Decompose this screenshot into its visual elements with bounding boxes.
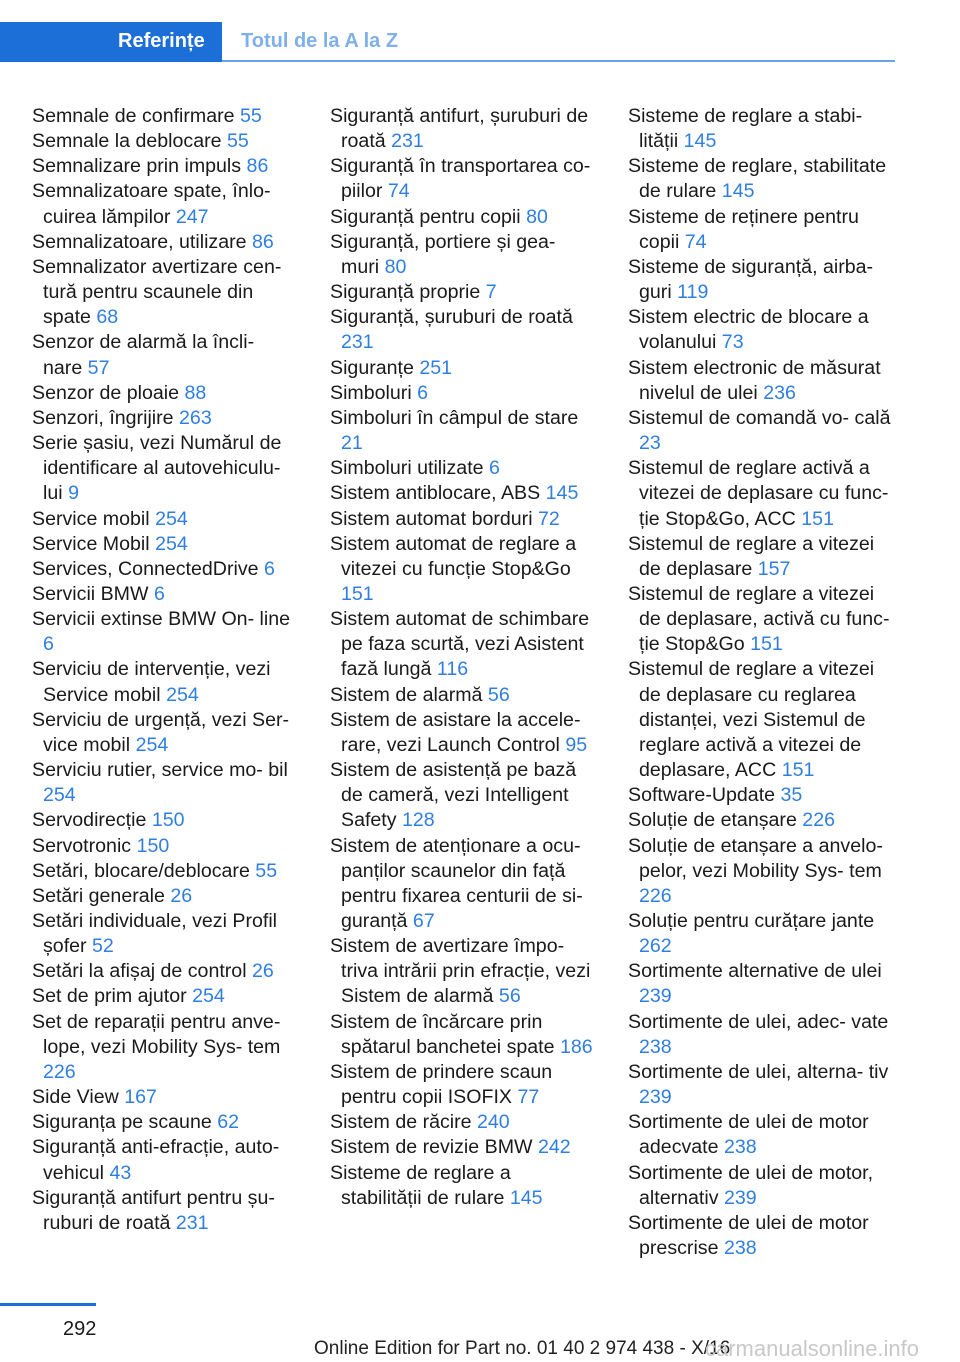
index-entry-page-link[interactable]: 151	[750, 633, 783, 656]
index-entry-page-link[interactable]: 88	[184, 381, 207, 404]
index-entry-page-link[interactable]: 95	[565, 733, 588, 756]
index-entry-term: Siguranță în transportarea co‐ piilor	[330, 155, 591, 203]
index-entry-page-link[interactable]: 238	[723, 1237, 757, 1260]
tab-a-to-z-label: Totul de la A la Z	[241, 30, 399, 52]
index-entry-term: Servicii extinse BMW On‐ line	[32, 608, 291, 631]
index-entry-term: Set de reparații pentru anve‐ lope, vezi Mobility Sys‐ tem	[32, 1010, 281, 1058]
index-entry-term: Sortimente de ulei, adec‐ vate	[628, 1010, 889, 1033]
index-entry	[32, 154, 298, 179]
index-entry	[628, 808, 894, 833]
index-entry-term: Sistem de alarmă	[330, 683, 483, 706]
index-entry-page-link[interactable]: 231	[391, 130, 424, 153]
index-entry-page-link[interactable]: 119	[677, 281, 709, 304]
index-entry	[32, 909, 298, 959]
index-entry-page-link[interactable]: 239	[639, 985, 672, 1008]
index-entry	[628, 1060, 894, 1110]
tab-references-label: Referințe	[118, 30, 205, 52]
index-entry-page-link[interactable]: 35	[780, 784, 803, 807]
index-entry	[330, 406, 596, 456]
index-entry-term: Setări individuale, vezi Profil șofer	[32, 910, 278, 958]
index-entry-page-link[interactable]: 55	[240, 105, 262, 127]
index-entry-term: Serviciu de intervenție, vezi Service mobil	[32, 658, 271, 706]
index-entry-page-link[interactable]: 254	[155, 507, 188, 530]
index-entry	[330, 481, 596, 506]
index-entry-page-link[interactable]: 150	[151, 809, 185, 832]
footer-edition: Online Edition for Part no. 01 40 2 974 438 - X/16	[314, 1338, 731, 1359]
index-entry-page-link[interactable]: 21	[341, 432, 363, 455]
index-entry-term: Sistem de asistare la accele‐ rare, vezi Launch Control	[330, 708, 581, 756]
index-entry-page-link[interactable]: 74	[684, 230, 707, 253]
index-entry-term: Siguranțe	[330, 356, 414, 379]
index-entry-term: Semnalizatoare spate, înlo‐ cuirea lămpilor	[32, 180, 271, 228]
index-entry-term: Setări la afișaj de control	[32, 960, 247, 983]
index-entry-page-link[interactable]: 150	[136, 834, 170, 857]
index-entry	[330, 532, 596, 607]
index-entry-page-link[interactable]: 56	[487, 683, 510, 706]
index-entry-page-link[interactable]: 116	[436, 658, 469, 681]
index-entry-term: Sistem de revizie BMW	[330, 1136, 533, 1159]
index-entry	[330, 1135, 596, 1160]
index-entry	[628, 406, 894, 456]
index-entry-term: Sistem de răcire	[330, 1111, 472, 1134]
index-entry	[330, 154, 596, 204]
page-number-rule	[0, 1303, 96, 1306]
header-tabs	[0, 22, 895, 62]
index-entry-page-link[interactable]: 86	[252, 230, 274, 253]
index-entry	[32, 557, 298, 582]
index-entry	[330, 1060, 596, 1110]
index-entry-term: Sisteme de reținere pentru copii	[628, 205, 859, 253]
index-entry-term: Sortimente alternative de ulei	[628, 960, 882, 983]
index-entry	[330, 205, 596, 230]
index-entry-term: Service Mobil	[32, 532, 150, 555]
index-entry	[32, 808, 298, 833]
index-entry	[330, 607, 596, 682]
index-entry-term: Service mobil	[32, 507, 150, 530]
index-entry	[32, 959, 298, 984]
index-entry	[32, 758, 298, 808]
index-entry	[628, 255, 894, 305]
index-entry	[330, 280, 596, 305]
index-entry-term: Sistemul de reglare a vitezei de deplasare, activă cu func‐ ție Stop&Go	[628, 582, 890, 656]
index-entry	[628, 305, 894, 355]
index-entry-term: Sortimente de ulei de motor adecvate	[628, 1111, 869, 1159]
index-entry-page-link[interactable]: 56	[498, 985, 521, 1008]
index-entry	[330, 934, 596, 1009]
index-entry-page-link[interactable]: 226	[802, 809, 835, 832]
index-entry-page-link[interactable]: 254	[192, 985, 225, 1008]
index-entry-page-link[interactable]: 240	[477, 1111, 510, 1134]
index-entry-term: Senzor de ploaie	[32, 381, 180, 404]
index-entry	[32, 532, 298, 557]
index-entry-page-link[interactable]: 43	[109, 1161, 132, 1184]
index-entry-term: Simboluri utilizate	[330, 457, 484, 480]
index-entry-page-link[interactable]: 145	[509, 1186, 543, 1209]
index-entry	[628, 1010, 894, 1060]
index-entry	[32, 884, 298, 909]
index-entry-term: Servotronic	[32, 834, 132, 857]
index-entry-page-link[interactable]: 226	[43, 1060, 76, 1083]
index-entry	[32, 1010, 298, 1085]
index-entry	[628, 1110, 894, 1160]
index-entry-page-link[interactable]: 74	[387, 180, 410, 203]
index-entry-page-link[interactable]: 6	[489, 457, 500, 480]
index-entry	[628, 959, 894, 1009]
index-entry-page-link[interactable]: 68	[96, 306, 119, 329]
index-column-2	[330, 104, 596, 1211]
index-entry-term: Sistem de avertizare împo‐ triva intrării prin efracție, vezi Sistem de alarmă	[330, 935, 591, 1008]
index-entry-term: Sisteme de reglare a stabi‐ lității	[628, 105, 863, 153]
index-entry-term: Sistem de asistență pe bază de cameră, vezi Intelligent Safety	[330, 759, 577, 832]
index-entry-term: Sistem de atenționare a ocu‐ panților scaunelor din față pentru fixarea centurii de si‐ guranță	[330, 834, 583, 932]
index-entry	[32, 507, 298, 532]
index-entry-page-link[interactable]: 77	[517, 1086, 540, 1109]
index-entry-term: Semnale la deblocare	[32, 130, 222, 153]
index-entry-term: Side View	[32, 1086, 119, 1109]
index-entry-term: Sistem automat de schimbare pe faza scurtă, vezi Asistent fază lungă	[330, 608, 590, 681]
index-entry-page-link[interactable]: 6	[43, 633, 54, 656]
index-entry	[330, 456, 596, 481]
index-entry	[628, 657, 894, 783]
index-entry-page-link[interactable]: 254	[166, 683, 199, 706]
index-entry-term: Soluție pentru curățare jante	[628, 910, 875, 932]
index-entry-term: Sistem electric de blocare a volanului	[628, 306, 869, 354]
index-entry	[32, 1186, 298, 1236]
index-entry-term: Simboluri	[330, 381, 412, 404]
index-entry	[32, 406, 298, 431]
index-entry	[628, 1161, 894, 1211]
index-entry-page-link[interactable]: 151	[801, 507, 834, 530]
index-entry-term: Siguranță antifurt pentru șu‐ ruburi de roată	[32, 1186, 275, 1234]
index-entry-term: Sisteme de reglare a stabilității de rulare	[330, 1161, 511, 1209]
index-entry-page-link[interactable]: 86	[246, 155, 269, 178]
index-entry	[32, 104, 298, 129]
index-entry	[330, 758, 596, 833]
index-entry	[330, 683, 596, 708]
index-entry	[330, 1161, 596, 1211]
index-entry	[330, 104, 596, 154]
index-entry-page-link[interactable]: 251	[419, 356, 453, 379]
index-entry	[628, 909, 894, 959]
index-entry	[32, 330, 298, 380]
index-entry-term: Setări, blocare/deblocare	[32, 859, 250, 882]
index-entry-term: Sistemul de reglare a vitezei de deplasare	[628, 532, 875, 580]
index-entry-term: Siguranță pentru copii	[330, 205, 521, 228]
index-entry-page-link[interactable]: 55	[255, 859, 278, 882]
index-entry	[330, 381, 596, 406]
index-entry-term: Simboluri în câmpul de stare	[330, 406, 579, 429]
index-entry-page-link[interactable]: 7	[485, 281, 497, 304]
index-entry-term: Siguranță, portiere și gea‐ muri	[330, 230, 556, 278]
index-entry-term: Siguranță proprie	[330, 281, 481, 304]
index-entry-page-link[interactable]: 231	[341, 331, 374, 354]
index-entry	[32, 1135, 298, 1185]
index-entry-page-link[interactable]: 231	[175, 1211, 209, 1234]
index-entry-term: Sistemul de comandă vo‐ cală	[628, 406, 891, 429]
index-entry	[628, 582, 894, 657]
watermark: carmanualsonline.info	[705, 1336, 920, 1361]
index-column-3	[628, 104, 894, 1261]
index-entry-term: Servodirecție	[32, 809, 147, 832]
index-entry-page-link[interactable]: 128	[402, 809, 435, 832]
index-entry-page-link[interactable]: 238	[723, 1136, 757, 1159]
index-entry-page-link[interactable]: 254	[155, 532, 188, 555]
index-entry-page-link[interactable]: 80	[384, 255, 407, 278]
index-entry-term: Sistemul de reglare activă a vitezei de deplasare cu func‐ ție Stop&Go, ACC	[628, 457, 889, 530]
index-entry-page-link[interactable]: 55	[226, 130, 249, 153]
index-entry	[32, 582, 298, 607]
index-entry-term: Sistem antiblocare, ABS	[330, 482, 541, 505]
tab-references[interactable]	[0, 22, 222, 62]
index-entry	[628, 356, 894, 406]
index-entry	[330, 1110, 596, 1135]
index-entry-term: Siguranță, șuruburi de roată	[330, 306, 573, 329]
index-entry-page-link[interactable]: 72	[538, 507, 560, 530]
index-entry-page-link[interactable]: 186	[559, 1035, 593, 1058]
index-entry-term: Serviciu de urgență, vezi Ser‐ vice mobil	[32, 708, 290, 756]
index-entry-term: Sisteme de reglare, stabilitate de rulare	[628, 155, 887, 203]
index-entry-page-link[interactable]: 145	[683, 130, 717, 153]
index-entry	[32, 859, 298, 884]
index-entry-page-link[interactable]: 73	[721, 331, 744, 354]
index-entry	[330, 305, 596, 355]
index-entry-term: Semnalizare prin impuls	[32, 155, 242, 178]
index-entry-term: Siguranță anti-efracție, auto‐ vehicul	[32, 1136, 280, 1184]
index-entry-page-link[interactable]: 67	[412, 910, 435, 932]
index-entry-term: Siguranță antifurt, șuruburi de roată	[330, 105, 589, 153]
index-entry	[628, 456, 894, 531]
index-entry-page-link[interactable]: 26	[170, 884, 193, 907]
index-entry	[32, 381, 298, 406]
index-entry-term: Software-Update	[628, 784, 776, 807]
index-entry	[628, 154, 894, 204]
index-entry-page-link[interactable]: 57	[87, 356, 110, 379]
index-entry-term: Senzori, îngrijire	[32, 406, 174, 429]
index-entry	[32, 1085, 298, 1110]
index-entry	[330, 356, 596, 381]
index-entry	[330, 708, 596, 758]
index-entry	[32, 834, 298, 859]
index-entry	[330, 230, 596, 280]
index-entry	[628, 783, 894, 808]
index-entry-term: Servicii BMW	[32, 582, 149, 605]
index-entry-page-link[interactable]: 62	[217, 1111, 239, 1134]
index-entry	[628, 1211, 894, 1261]
index-entry-term: Sortimente de ulei de motor, alternativ	[628, 1161, 874, 1209]
index-entry-term: Set de prim ajutor	[32, 985, 187, 1008]
index-entry-page-link[interactable]: 145	[545, 482, 579, 505]
index-entry-term: Setări generale	[32, 884, 165, 907]
index-entry-page-link[interactable]: 262	[639, 935, 672, 958]
index-entry	[32, 984, 298, 1009]
index-entry-page-link[interactable]: 80	[526, 205, 548, 228]
index-entry-term: Semnalizatoare, utilizare	[32, 230, 247, 253]
index-entry-page-link[interactable]: 254	[43, 784, 76, 807]
page-number: 292	[63, 1318, 97, 1340]
index-entry	[330, 1010, 596, 1060]
index-entry-page-link[interactable]: 52	[92, 935, 114, 958]
index-entry	[32, 129, 298, 154]
index-entry-term: Soluție de etanșare a anvelo‐ pelor, vezi Mobility Sys‐ tem	[628, 834, 883, 882]
index-entry-page-link[interactable]: 145	[721, 180, 755, 203]
index-entry-term: Sistem automat de reglare a vitezei cu funcție Stop&Go	[330, 532, 577, 580]
index-entry-term: Sisteme de siguranță, airba‐ guri	[628, 255, 874, 304]
index-column-1	[32, 104, 298, 1236]
index-entry-term: Senzor de alarmă la încli‐ nare	[32, 331, 255, 379]
index-entry-term: Serie șasiu, vezi Numărul de identificare al autovehiculu‐ lui	[32, 432, 282, 505]
index-entry	[32, 657, 298, 707]
index-entry-page-link[interactable]: 6	[153, 582, 165, 605]
index-entry	[628, 834, 894, 909]
index-entry-page-link[interactable]: 242	[537, 1136, 571, 1159]
index-entry-term: Sistem de prindere scaun pentru copii ISOFIX	[330, 1060, 553, 1109]
header-divider	[222, 60, 895, 62]
index-entry	[628, 104, 894, 154]
index-entry	[32, 708, 298, 758]
index-entry-page-link[interactable]: 239	[723, 1186, 757, 1209]
index-entry-page-link[interactable]: 26	[252, 960, 274, 983]
index-entry-page-link[interactable]: 239	[639, 1086, 672, 1109]
index-entry-page-link[interactable]: 247	[175, 205, 209, 228]
index-entry	[628, 532, 894, 582]
index-entry-page-link[interactable]: 238	[639, 1035, 672, 1058]
index-entry-page-link[interactable]: 151	[781, 759, 815, 782]
index-entry-page-link[interactable]: 9	[68, 482, 79, 505]
index-entry-page-link[interactable]: 236	[763, 381, 796, 404]
index-entry	[32, 431, 298, 506]
index-entry-term: Sistem automat borduri	[330, 507, 533, 530]
index-entry	[628, 205, 894, 255]
index-entry-page-link[interactable]: 151	[341, 582, 374, 605]
index-entry-term: Serviciu rutier, service mo‐ bil	[32, 759, 288, 782]
index-entry-term: Siguranța pe scaune	[32, 1111, 212, 1134]
index-entry-term: Sistemul de reglare a vitezei de deplasare cu reglarea distanței, vezi Sistemul de reglare activă a vitezei de deplasare, ACC	[628, 658, 875, 782]
index-entry-page-link[interactable]: 263	[179, 406, 212, 429]
index-entry-term: Services, ConnectedDrive	[32, 557, 259, 580]
index-entry	[330, 507, 596, 532]
index-entry	[32, 255, 298, 330]
index-entry-page-link[interactable]: 6	[263, 557, 275, 580]
index-entry-page-link[interactable]: 226	[639, 884, 672, 907]
index-entry-page-link[interactable]: 6	[417, 381, 429, 404]
index-entry-term: Sortimente de ulei, alterna‐ tiv	[628, 1060, 889, 1083]
index-entry-page-link[interactable]: 157	[757, 557, 791, 580]
index-entry	[32, 607, 298, 657]
index-entry-page-link[interactable]: 254	[135, 733, 169, 756]
index-entry-page-link[interactable]: 23	[639, 432, 661, 455]
index-entry	[32, 1110, 298, 1135]
index-entry-term: Sortimente de ulei de motor prescrise	[628, 1211, 869, 1260]
index-entry	[32, 230, 298, 255]
index-entry	[330, 834, 596, 935]
index-entry-page-link[interactable]: 167	[124, 1086, 157, 1109]
tab-a-to-z[interactable]	[222, 22, 895, 62]
index-entry-term: Soluție de etanșare	[628, 809, 797, 832]
index-entry-term: Semnalizator avertizare cen‐ tură pentru scaunele din spate	[32, 255, 282, 329]
index-entry-term: Sistem electronic de măsurat nivelul de ulei	[628, 356, 881, 404]
index-entry	[32, 179, 298, 229]
index-entry-term: Sistem de încărcare prin spătarul banchetei spate	[330, 1010, 555, 1058]
index-entry-term: Semnale de confirmare	[32, 105, 235, 127]
